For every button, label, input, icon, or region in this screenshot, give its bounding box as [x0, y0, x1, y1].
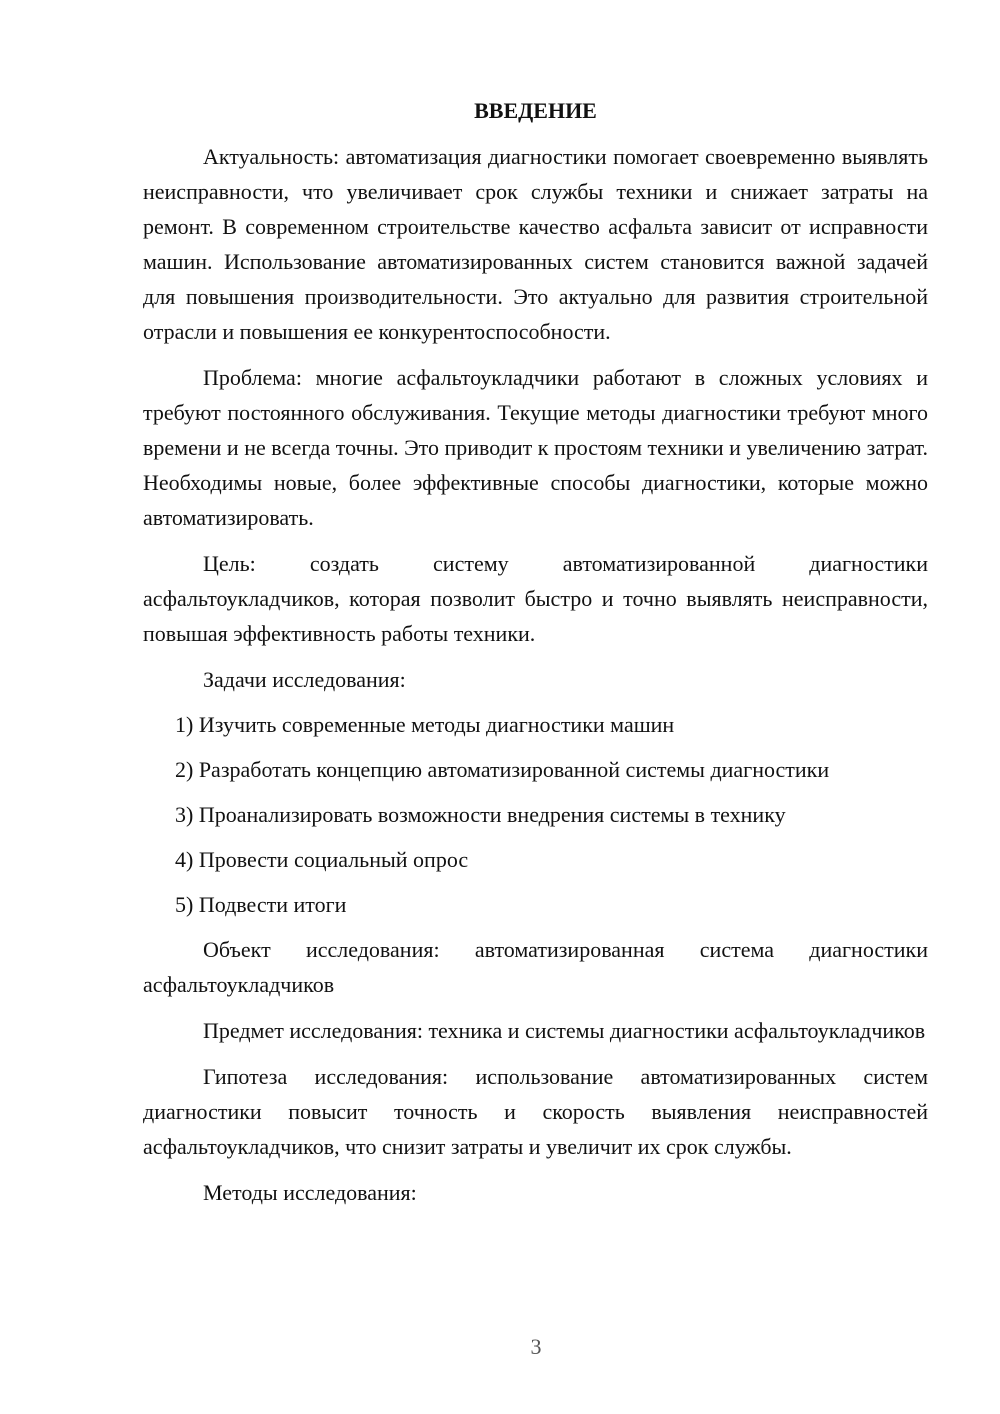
methods-heading: Методы исследования:: [203, 1180, 417, 1205]
page-number: 3: [530, 1334, 542, 1359]
tasks-list: [143, 707, 928, 922]
page-title: ВВЕДЕНИЕ: [474, 98, 597, 123]
paragraph-subject: Предмет исследования: техника и системы диагностики асфальтоукладчиков: [203, 1018, 926, 1043]
list-item: 3) Проанализировать возможности внедрения системы в технику: [175, 802, 786, 827]
page-content: [143, 95, 928, 1220]
paragraph-problem: Проблема: многие асфальтоукладчики работают в сложных условиях и требуют постоянного обслуживания. Текущие методы диагностики требуют много времени и не всегда точны. Это приводит к простоям техники и увеличению затрат. Необходимы новые, более эффективные способы диагностики, которые можно автоматизировать.: [143, 365, 928, 530]
paragraph-object: Объект исследования: автоматизированная система диагностики асфальтоукладчиков: [143, 937, 928, 997]
list-item: 1) Изучить современные методы диагностики машин: [175, 712, 675, 737]
paragraph-relevance: Актуальность: автоматизация диагностики помогает своевременно выявлять неисправности, что увеличивает срок службы техники и снижает затраты на ремонт. В современном строительстве качество асфальта зависит от исправности машин. Использование автоматизированных систем становится важной задачей для повышения производительности. Это актуально для развития строительной отрасли и повышения ее конкурентоспособности.: [143, 144, 928, 344]
list-item: 2) Разработать концепцию автоматизированной системы диагностики: [175, 757, 830, 782]
list-item: 5) Подвести итоги: [175, 892, 347, 917]
tasks-heading: Задачи исследования:: [203, 667, 406, 692]
paragraph-goal: Цель: создать систему автоматизированной диагностики асфальтоукладчиков, которая позволит быстро и точно выявлять неисправности, повышая эффективность работы техники.: [143, 551, 928, 646]
paragraph-hypothesis: Гипотеза исследования: использование автоматизированных систем диагностики повысит точность и скорость выявления неисправностей асфальтоукладчиков, что снизит затраты и увеличит их срок службы.: [143, 1064, 928, 1159]
list-item: 4) Провести социальный опрос: [175, 847, 469, 872]
